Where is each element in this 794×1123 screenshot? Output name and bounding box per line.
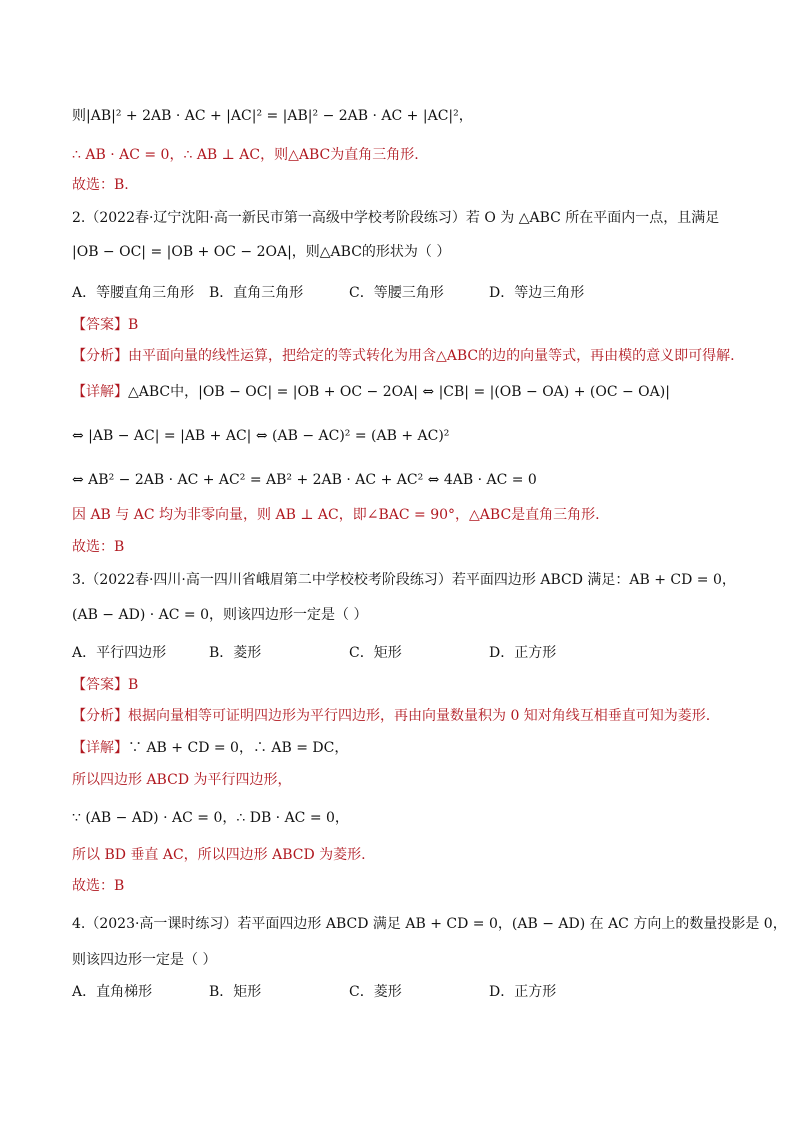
option-a: A．直角梯形 (72, 984, 153, 1000)
option-a: A．等腰直角三角形 (72, 285, 195, 301)
question-text: 2.（2022春·辽宁沈阳·高一新民市第一高级中学校考阶段练习）若 O 为 △ABC 所在平面内一点，且满足 (72, 210, 720, 226)
detail-line (72, 382, 754, 402)
answer-value: B (128, 677, 139, 693)
question-4-condition (72, 950, 754, 970)
math-text: 所以 BD 垂直 AC，所以四边形 ABCD 为菱形. (72, 847, 366, 863)
detail-line (72, 738, 754, 758)
answer-line (72, 675, 754, 695)
detail-text: △ABC中，|OB − OC| = |OB + OC − 2OA| ⇔ |CB| = |(OB − OA) + (OC − OA)| (128, 384, 670, 400)
math-text: ⇔ AB² − 2AB · AC + AC² = AB² + 2AB · AC + AC² ⇔ 4AB · AC = 0 (72, 472, 537, 488)
option-c: C．矩形 (349, 645, 402, 661)
choice-line (72, 876, 754, 896)
answer-value: B (128, 317, 139, 333)
conclusion-line (72, 505, 754, 525)
question-text: 3.（2022春·四川·高一四川省峨眉第二中学校校考阶段练习）若平面四边形 ABCD 满足：AB + CD = 0， (72, 572, 736, 588)
answer-line (72, 315, 754, 335)
option-d: D．等边三角形 (489, 285, 585, 301)
detail-step (72, 470, 754, 490)
analysis-tag: 【分析】 (72, 708, 128, 724)
analysis-text: 由平面向量的线性运算，把给定的等式转化为用含△ABC的边的向量等式，再由模的意义即可得解. (128, 348, 735, 364)
analysis-tag: 【分析】 (72, 348, 128, 364)
detail-step (72, 770, 754, 790)
option-c: C．等腰三角形 (349, 285, 444, 301)
conclusion-line (72, 145, 754, 165)
question-text: |OB − OC| = |OB + OC − 2OA|，则△ABC的形状为（ ） (72, 244, 451, 260)
option-b: B．直角三角形 (209, 285, 304, 301)
question-2-options (72, 283, 754, 303)
option-d: D．正方形 (489, 984, 557, 1000)
question-4-options (72, 982, 754, 1002)
analysis-line (72, 706, 754, 726)
choice-line (72, 175, 754, 195)
choice-text: 故选：B (72, 878, 125, 894)
math-text: 所以四边形 ABCD 为平行四边形， (72, 772, 292, 788)
question-2-condition (72, 242, 754, 262)
equation-line (72, 106, 754, 126)
math-text: 因 AB 与 AC 均为非零向量，则 AB ⊥ AC，即∠BAC = 90°，△ABC是直角三角形. (72, 507, 600, 523)
math-text: ∴ AB · AC = 0，∴ AB ⊥ AC，则△ABC为直角三角形. (72, 147, 419, 163)
option-b: B．菱形 (209, 645, 262, 661)
detail-tag: 【详解】 (72, 740, 128, 756)
detail-step (72, 808, 754, 828)
analysis-text: 根据向量相等可证明四边形为平行四边形，再由向量数量积为 0 知对角线互相垂直可知为菱形. (128, 708, 711, 724)
option-d: D．正方形 (489, 645, 557, 661)
choice-text: 故选：B. (72, 177, 129, 193)
question-2-title (72, 208, 754, 228)
option-c: C．菱形 (349, 984, 402, 1000)
option-a: A．平行四边形 (72, 645, 167, 661)
choice-line (72, 537, 754, 557)
question-3-title (72, 570, 754, 590)
detail-text: ∵ AB + CD = 0，∴ AB = DC， (128, 740, 349, 756)
answer-tag: 【答案】 (72, 677, 128, 693)
math-text: ⇔ |AB − AC| = |AB + AC| ⇔ (AB − AC)² = (AB + AC)² (72, 428, 450, 444)
answer-tag: 【答案】 (72, 317, 128, 333)
choice-text: 故选：B (72, 539, 125, 555)
conclusion-line (72, 845, 754, 865)
math-text: 则|AB|² + 2AB · AC + |AC|² = |AB|² − 2AB · AC + |AC|²， (72, 108, 473, 124)
detail-step (72, 426, 754, 446)
question-text: 4.（2023·高一课时练习）若平面四边形 ABCD 满足 AB + CD = 0，(AB − AD) 在 AC 方向上的数量投影是 0， (72, 916, 787, 932)
question-text: (AB − AD) · AC = 0，则该四边形一定是（ ） (72, 607, 368, 623)
question-3-condition (72, 605, 754, 625)
detail-tag: 【详解】 (72, 384, 128, 400)
math-text: ∵ (AB − AD) · AC = 0，∴ DB · AC = 0， (72, 810, 349, 826)
analysis-line (72, 346, 754, 366)
question-4-title (72, 914, 787, 934)
question-text: 则该四边形一定是（ ） (72, 952, 217, 968)
option-b: B．矩形 (209, 984, 262, 1000)
question-3-options (72, 643, 754, 663)
